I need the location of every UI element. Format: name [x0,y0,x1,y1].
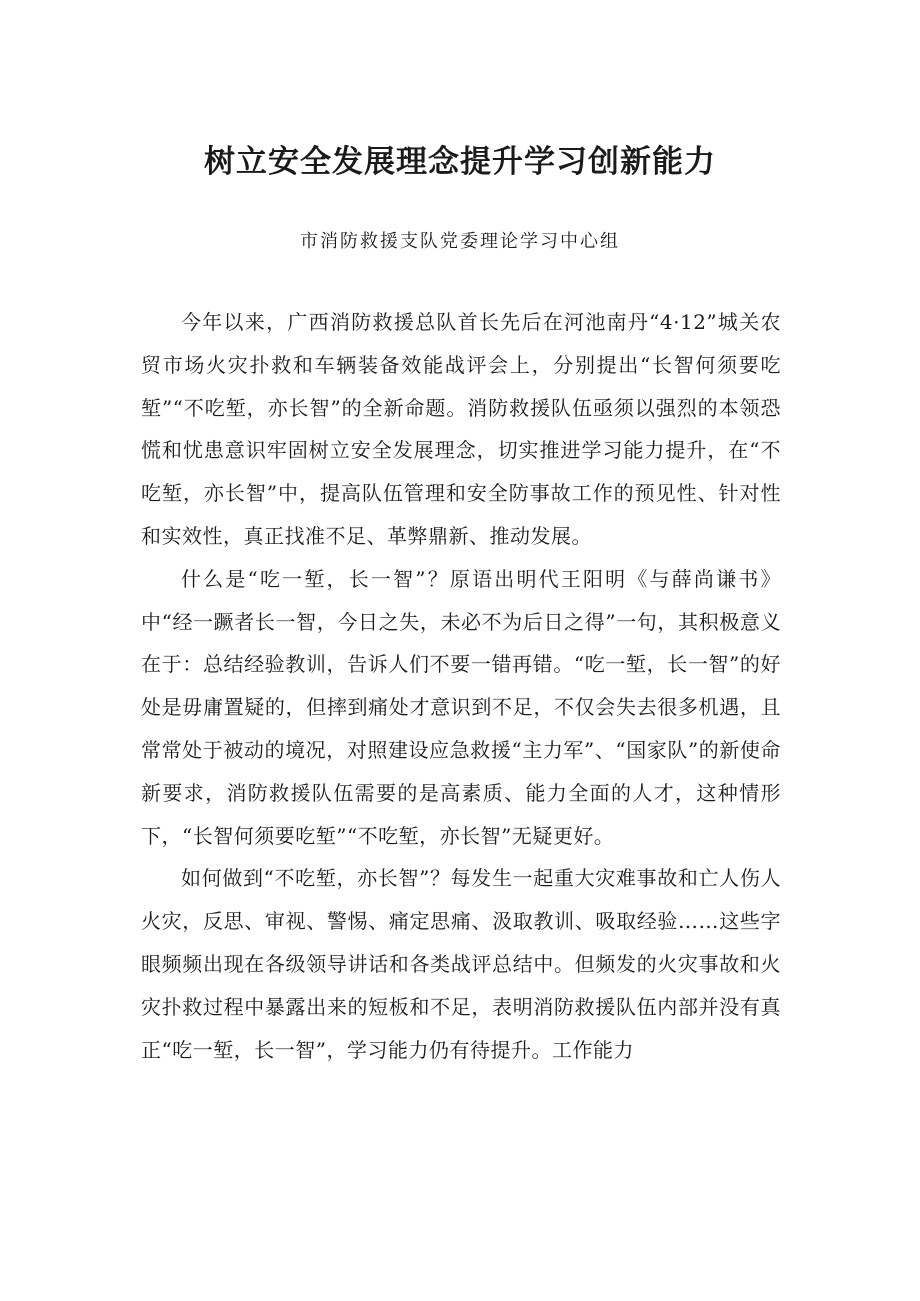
document-title: 树立安全发展理念提升学习创新能力 [204,144,716,180]
paragraph-1: 今年以来，广西消防救援总队首长先后在河池南丹“4·12”城关农贸市场火灾扑救和车辆装备效能战评会上，分别提出“长智何须要吃堑”“不吃堑，亦长智”的全新命题。消防救援队伍亟须以强烈的本领恐慌和忧患意识牢固树立安全发展理念，切实推进学习能力提升，在“不吃堑，亦长智”中，提高队伍管理和安全防事故工作的预见性、针对性和实效性，真正找准不足、革弊鼎新、推动发展。 [141,310,781,548]
document-author: 市消防救援支队党委理论学习中心组 [300,231,620,252]
document-body [141,301,781,1071]
paragraph-3: 如何做到“不吃堑，亦长智”？每发生一起重大灾难事故和亡人伤人火灾，反思、审视、警惕、痛定思痛、汲取教训、吸取经验……这些字眼频频出现在各级领导讲话和各类战评总结中。但频发的火灾事故和火灾扑救过程中暴露出来的短板和不足，表明消防救援队伍内部并没有真正“吃一堑，长一智”，学习能力仍有待提升。工作能力 [141,866,781,1062]
paragraph-2: 什么是“吃一堑，长一智”？原语出明代王阳明《与薛尚谦书》中“经一蹶者长一智，今日之失，未必不为后日之得”一句，其积极意义在于：总结经验教训，告诉人们不要一错再错。“吃一堑，长一智”的好处是毋庸置疑的，但摔到痛处才意识到不足，不仅会失去很多机遇，且常常处于被动的境况，对照建设应急救援“主力军”、“国家队”的新使命新要求，消防救援队伍需要的是高素质、能力全面的人才，这种情形下，“长智何须要吃堑”“不吃堑，亦长智”无疑更好。 [141,566,781,848]
